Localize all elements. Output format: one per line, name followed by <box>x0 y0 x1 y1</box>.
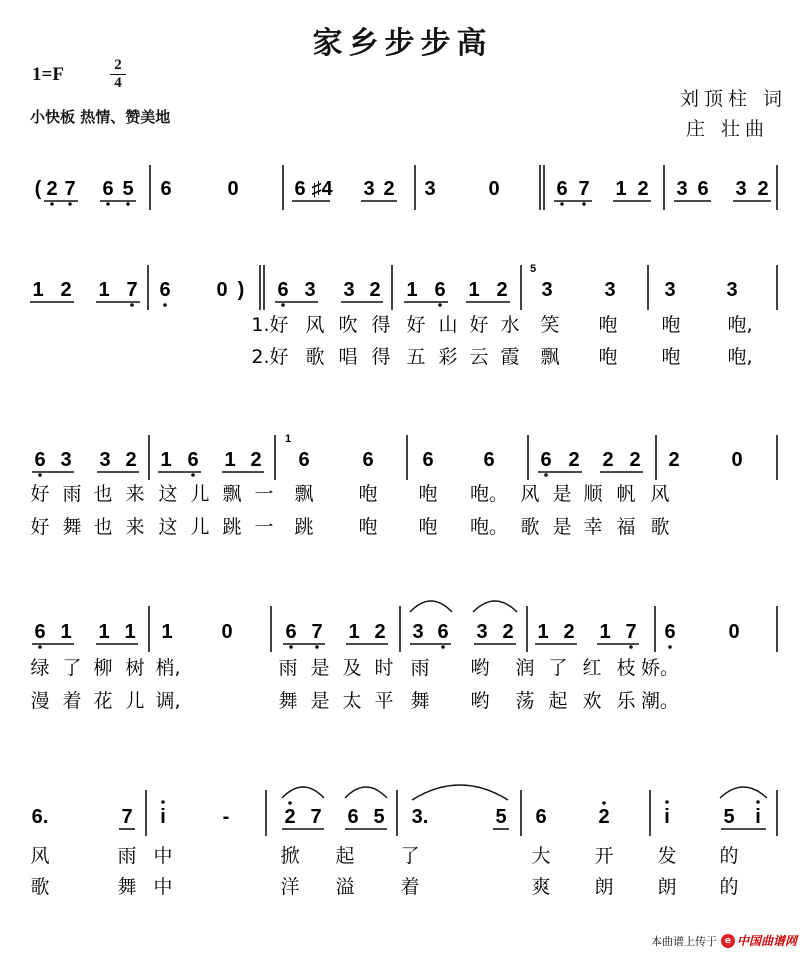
lyric-char: 花 <box>93 690 113 712</box>
note-digit: 7 <box>121 806 133 828</box>
logo-icon: e <box>721 934 735 948</box>
note-digit: 5 <box>723 806 735 828</box>
octave-dot <box>544 473 548 477</box>
lyric-char: 的 <box>719 845 739 867</box>
note-digit: 2 <box>502 621 514 643</box>
note-digit: 1 <box>537 621 549 643</box>
note-digit: 2 <box>568 449 580 471</box>
note-digit: 6 <box>540 449 552 471</box>
note-digit: 2 <box>602 449 614 471</box>
lyric-char: 朗 <box>594 876 614 898</box>
octave-dot <box>289 645 293 649</box>
lyric-char: 着 <box>62 690 82 712</box>
lyric-char: 雨 <box>62 483 82 505</box>
note-digit: 6 <box>102 178 114 200</box>
lyric-char: 漫 <box>30 690 50 712</box>
lyric-char: 及 <box>342 657 362 679</box>
note-digit: 2 <box>637 178 649 200</box>
lyric-char: 飘 <box>540 346 560 368</box>
note-digit: 2 <box>374 621 386 643</box>
lyric-char: 五 <box>406 346 426 368</box>
note-digit: 3 <box>304 279 316 301</box>
note-digit: 1 <box>160 449 172 471</box>
lyric-char: 1.好 <box>251 314 289 336</box>
lyric-char: 舞 <box>410 690 430 712</box>
lyric-char: 歌 <box>650 516 670 538</box>
lyric-char: 霞 <box>500 346 520 368</box>
lyric-char: 歌 <box>520 516 540 538</box>
lyric-char: 好 <box>406 314 426 336</box>
note-digit: 6 <box>159 279 171 301</box>
lyric-char: 云 <box>469 346 489 368</box>
note-digit: i <box>755 806 761 828</box>
note-digit: 3 <box>476 621 488 643</box>
lyric-char: 顺 <box>583 483 603 505</box>
note-digit: 0 <box>731 449 743 471</box>
lyric-char: 风 <box>305 314 325 336</box>
note-digit: 3 <box>726 279 738 301</box>
lyric-char: 绿 <box>30 657 50 679</box>
note-digit: 6 <box>362 449 374 471</box>
octave-dot <box>315 645 319 649</box>
lyric-char: 山 <box>438 314 458 336</box>
octave-dot <box>106 202 110 206</box>
lyric-char: 儿 <box>190 483 210 505</box>
octave-dot <box>629 645 633 649</box>
note-digit: i <box>664 806 670 828</box>
lyric-char: 平 <box>374 690 394 712</box>
slur-arc <box>720 787 767 798</box>
lyric-char: 了 <box>548 657 568 679</box>
lyric-char: 水 <box>500 314 520 336</box>
lyric-char: 吹 <box>338 314 358 336</box>
octave-dot <box>438 303 442 307</box>
note-digit: - <box>222 806 230 828</box>
octave-dot <box>665 800 669 804</box>
note-digit: 2 <box>383 178 395 200</box>
lyric-char: 来 <box>125 516 145 538</box>
lyric-char: 幸 <box>583 516 603 538</box>
octave-dot <box>50 202 54 206</box>
lyric-char: 调, <box>155 690 181 712</box>
note-digit: 6 <box>34 621 46 643</box>
note-digit: ♯4 <box>311 178 333 200</box>
slur-arc <box>410 601 452 612</box>
note-digit: 1 <box>406 279 418 301</box>
note-digit: 7 <box>311 621 323 643</box>
slur-arc <box>345 787 387 798</box>
lyric-char: 了 <box>62 657 82 679</box>
note-digit: 6 <box>556 178 568 200</box>
lyric-char: 中 <box>153 845 173 867</box>
note-digit: 5 <box>495 806 507 828</box>
note-digit: 3 <box>60 449 72 471</box>
note-digit: i <box>160 806 166 828</box>
lyric-char: 潮。 <box>640 690 680 712</box>
lyric-char: 一 <box>254 483 274 505</box>
lyric-char: 一 <box>254 516 274 538</box>
lyric-char: 雨 <box>410 657 430 679</box>
lyric-char: 跳 <box>222 516 242 538</box>
note-digit: 0 <box>221 621 233 643</box>
note-digit: 1 <box>468 279 480 301</box>
note-digit: 5 <box>122 178 134 200</box>
lyric-char: 树 <box>125 657 145 679</box>
lyric-char: 风 <box>520 483 540 505</box>
lyric-char: 开 <box>594 845 614 867</box>
note-digit: 2 <box>60 279 72 301</box>
meter-top: 2 <box>114 57 122 73</box>
note-digit: 3 <box>363 178 375 200</box>
note-digit: 6 <box>437 621 449 643</box>
lyric-char: 好 <box>30 483 50 505</box>
note-digit: 6. <box>31 806 49 828</box>
note-digit: 6 <box>483 449 495 471</box>
note-digit: 2 <box>629 449 641 471</box>
note-digit: 2 <box>496 279 508 301</box>
lyric-char: 2.好 <box>251 346 289 368</box>
lyric-char: 也 <box>93 516 113 538</box>
lyric-char: 咆 <box>418 516 438 538</box>
note-digit: 3 <box>343 279 355 301</box>
lyric-char: 也 <box>93 483 113 505</box>
note-digit: 0 <box>488 178 500 200</box>
lyric-char: 的 <box>719 876 739 898</box>
meter-bottom: 4 <box>114 75 122 91</box>
slur-arc <box>282 787 324 798</box>
note-digit: 5 <box>373 806 385 828</box>
lyric-char: 风 <box>650 483 670 505</box>
note-digit: 2 <box>757 178 769 200</box>
lyric-char: 欢 <box>582 690 602 712</box>
note-digit: 1 <box>32 279 44 301</box>
lyric-char: 红 <box>582 657 602 679</box>
note-digit: 3 <box>424 178 436 200</box>
lyric-char: 着 <box>400 876 420 898</box>
slur-arc <box>473 601 517 612</box>
note-digit: 2 <box>284 806 296 828</box>
lyric-char: 枝 <box>616 657 636 679</box>
lyric-char: 时 <box>374 657 394 679</box>
lyric-char: 咆 <box>598 346 618 368</box>
note-digit: 2 <box>46 178 58 200</box>
note-digit: 6 <box>187 449 199 471</box>
paren-open: ( <box>34 178 42 200</box>
paren-close: ) <box>237 279 245 301</box>
lyric-char: 好 <box>30 516 50 538</box>
octave-dot <box>582 202 586 206</box>
note-digit: 1 <box>124 621 136 643</box>
note-digit: 7 <box>625 621 637 643</box>
lyric-char: 哟 <box>470 657 490 679</box>
octave-dot <box>126 202 130 206</box>
lyric-char: 好 <box>469 314 489 336</box>
lyricist-credit: 刘顶柱 词 <box>680 88 788 110</box>
note-digit: 1 <box>224 449 236 471</box>
octave-dot <box>281 303 285 307</box>
lyric-char: 儿 <box>125 690 145 712</box>
lyric-char: 洋 <box>280 876 300 898</box>
lyric-char: 彩 <box>438 346 458 368</box>
note-digit: 6 <box>277 279 289 301</box>
lyric-char: 风 <box>30 845 50 867</box>
octave-dot <box>163 303 167 307</box>
note-digit: 1 <box>161 621 173 643</box>
lyric-char: 掀 <box>280 845 300 867</box>
lyric-char: 笑 <box>540 314 560 336</box>
note-digit: 3 <box>664 279 676 301</box>
lyric-char: 太 <box>342 690 362 712</box>
lyric-char: 咆 <box>598 314 618 336</box>
lyric-char: 起 <box>335 845 355 867</box>
lyric-char: 福 <box>616 516 636 538</box>
lyric-char: 中 <box>153 876 173 898</box>
note-digit: 7 <box>310 806 322 828</box>
note-digit: 3 <box>604 279 616 301</box>
octave-dot <box>38 473 42 477</box>
lyric-char: 起 <box>548 690 568 712</box>
octave-dot <box>130 303 134 307</box>
tempo-marking: 小快板 热情、赞美地 <box>30 108 171 126</box>
lyric-char: 溢 <box>335 876 355 898</box>
lyric-char: 荡 <box>515 690 535 712</box>
lyric-char: 咆 <box>358 483 378 505</box>
lyric-char: 飘 <box>222 483 242 505</box>
lyric-char: 得 <box>371 346 391 368</box>
note-digit: 3 <box>676 178 688 200</box>
song-title: 家乡步步高 <box>312 26 493 61</box>
site-name: 中国曲谱网 <box>736 934 797 948</box>
note-digit: 3. <box>411 806 429 828</box>
note-digit: 2 <box>125 449 137 471</box>
note-digit: 1 <box>599 621 611 643</box>
note-digit: 0 <box>227 178 239 200</box>
lyric-char: 咆 <box>418 483 438 505</box>
lyric-char: 润 <box>515 657 535 679</box>
note-digit: 1 <box>98 279 110 301</box>
octave-dot <box>38 645 42 649</box>
note-digit: 3 <box>412 621 424 643</box>
lyric-char: 咆。 <box>469 516 509 538</box>
lyric-char: 咆 <box>661 346 681 368</box>
lyric-char: 咆, <box>727 314 753 336</box>
octave-dot <box>602 801 606 805</box>
note-digit: 3 <box>735 178 747 200</box>
octave-dot <box>668 645 672 649</box>
grace-note: 1 <box>284 433 292 445</box>
footer <box>651 932 797 949</box>
lyric-char: 咆, <box>727 346 753 368</box>
composer-credit: 庄 壮曲 <box>686 118 770 140</box>
note-digit: 7 <box>578 178 590 200</box>
note-digit: 1 <box>348 621 360 643</box>
lyric-char: 柳 <box>93 657 113 679</box>
upload-text: 本曲谱上传于 <box>650 934 717 948</box>
lyric-char: 是 <box>552 483 572 505</box>
lyric-char: 是 <box>310 690 330 712</box>
grace-note: 5 <box>529 263 537 275</box>
note-digit: 3 <box>541 279 553 301</box>
lyric-char: 哟 <box>470 690 490 712</box>
note-digit: 2 <box>598 806 610 828</box>
lyric-char: 这 <box>158 483 178 505</box>
note-digit: 2 <box>668 449 680 471</box>
note-digit: 6 <box>298 449 310 471</box>
octave-dot <box>756 800 760 804</box>
octave-dot <box>161 800 165 804</box>
note-digit: 7 <box>126 279 138 301</box>
note-digit: 6 <box>535 806 547 828</box>
lyric-char: 歌 <box>30 876 50 898</box>
note-digit: 1 <box>60 621 72 643</box>
lyric-char: 发 <box>657 845 677 867</box>
note-digit: 0 <box>728 621 740 643</box>
site-logo[interactable] <box>721 932 797 949</box>
lyric-char: 爽 <box>531 876 551 898</box>
lyric-char: 咆 <box>661 314 681 336</box>
note-digit: 2 <box>369 279 381 301</box>
octave-dot <box>68 202 72 206</box>
note-digit: 6 <box>422 449 434 471</box>
lyric-char: 雨 <box>117 845 137 867</box>
lyric-char: 帆 <box>616 483 636 505</box>
lyric-char: 咆 <box>358 516 378 538</box>
lyric-char: 来 <box>125 483 145 505</box>
note-digit: 2 <box>563 621 575 643</box>
lyric-char: 大 <box>531 845 551 867</box>
lyric-char: 舞 <box>278 690 298 712</box>
lyric-char: 得 <box>371 314 391 336</box>
note-digit: 6 <box>347 806 359 828</box>
note-digit: 3 <box>99 449 111 471</box>
note-digit: 6 <box>160 178 172 200</box>
note-digit: 6 <box>664 621 676 643</box>
lyric-char: 梢, <box>155 657 181 679</box>
note-digit: 1 <box>98 621 110 643</box>
lyric-char: 朗 <box>657 876 677 898</box>
lyric-char: 飘 <box>294 483 314 505</box>
lyric-char: 乐 <box>616 690 636 712</box>
note-digit: 1 <box>615 178 627 200</box>
octave-dot <box>288 801 292 805</box>
lyric-char: 娇。 <box>640 657 680 679</box>
lyric-char: 唱 <box>338 346 358 368</box>
lyric-char: 是 <box>552 516 572 538</box>
note-digit: 2 <box>250 449 262 471</box>
octave-dot <box>191 473 195 477</box>
lyric-char: 咆。 <box>469 483 509 505</box>
lyric-char: 舞 <box>62 516 82 538</box>
note-digit: 6 <box>294 178 306 200</box>
note-digit: 6 <box>285 621 297 643</box>
note-digit: 7 <box>64 178 76 200</box>
lyric-char: 舞 <box>117 876 137 898</box>
lyric-char: 是 <box>310 657 330 679</box>
lyric-char: 歌 <box>305 346 325 368</box>
note-digit: 6 <box>34 449 46 471</box>
note-digit: 6 <box>697 178 709 200</box>
key-signature: 1=F <box>32 64 64 85</box>
octave-dot <box>560 202 564 206</box>
lyric-char: 这 <box>158 516 178 538</box>
slur-arc <box>412 785 508 800</box>
lyric-char: 了 <box>400 845 420 867</box>
note-digit: 0 <box>216 279 228 301</box>
lyric-char: 雨 <box>278 657 298 679</box>
octave-dot <box>441 645 445 649</box>
note-digit: 6 <box>434 279 446 301</box>
lyric-char: 跳 <box>294 516 314 538</box>
lyric-char: 儿 <box>190 516 210 538</box>
